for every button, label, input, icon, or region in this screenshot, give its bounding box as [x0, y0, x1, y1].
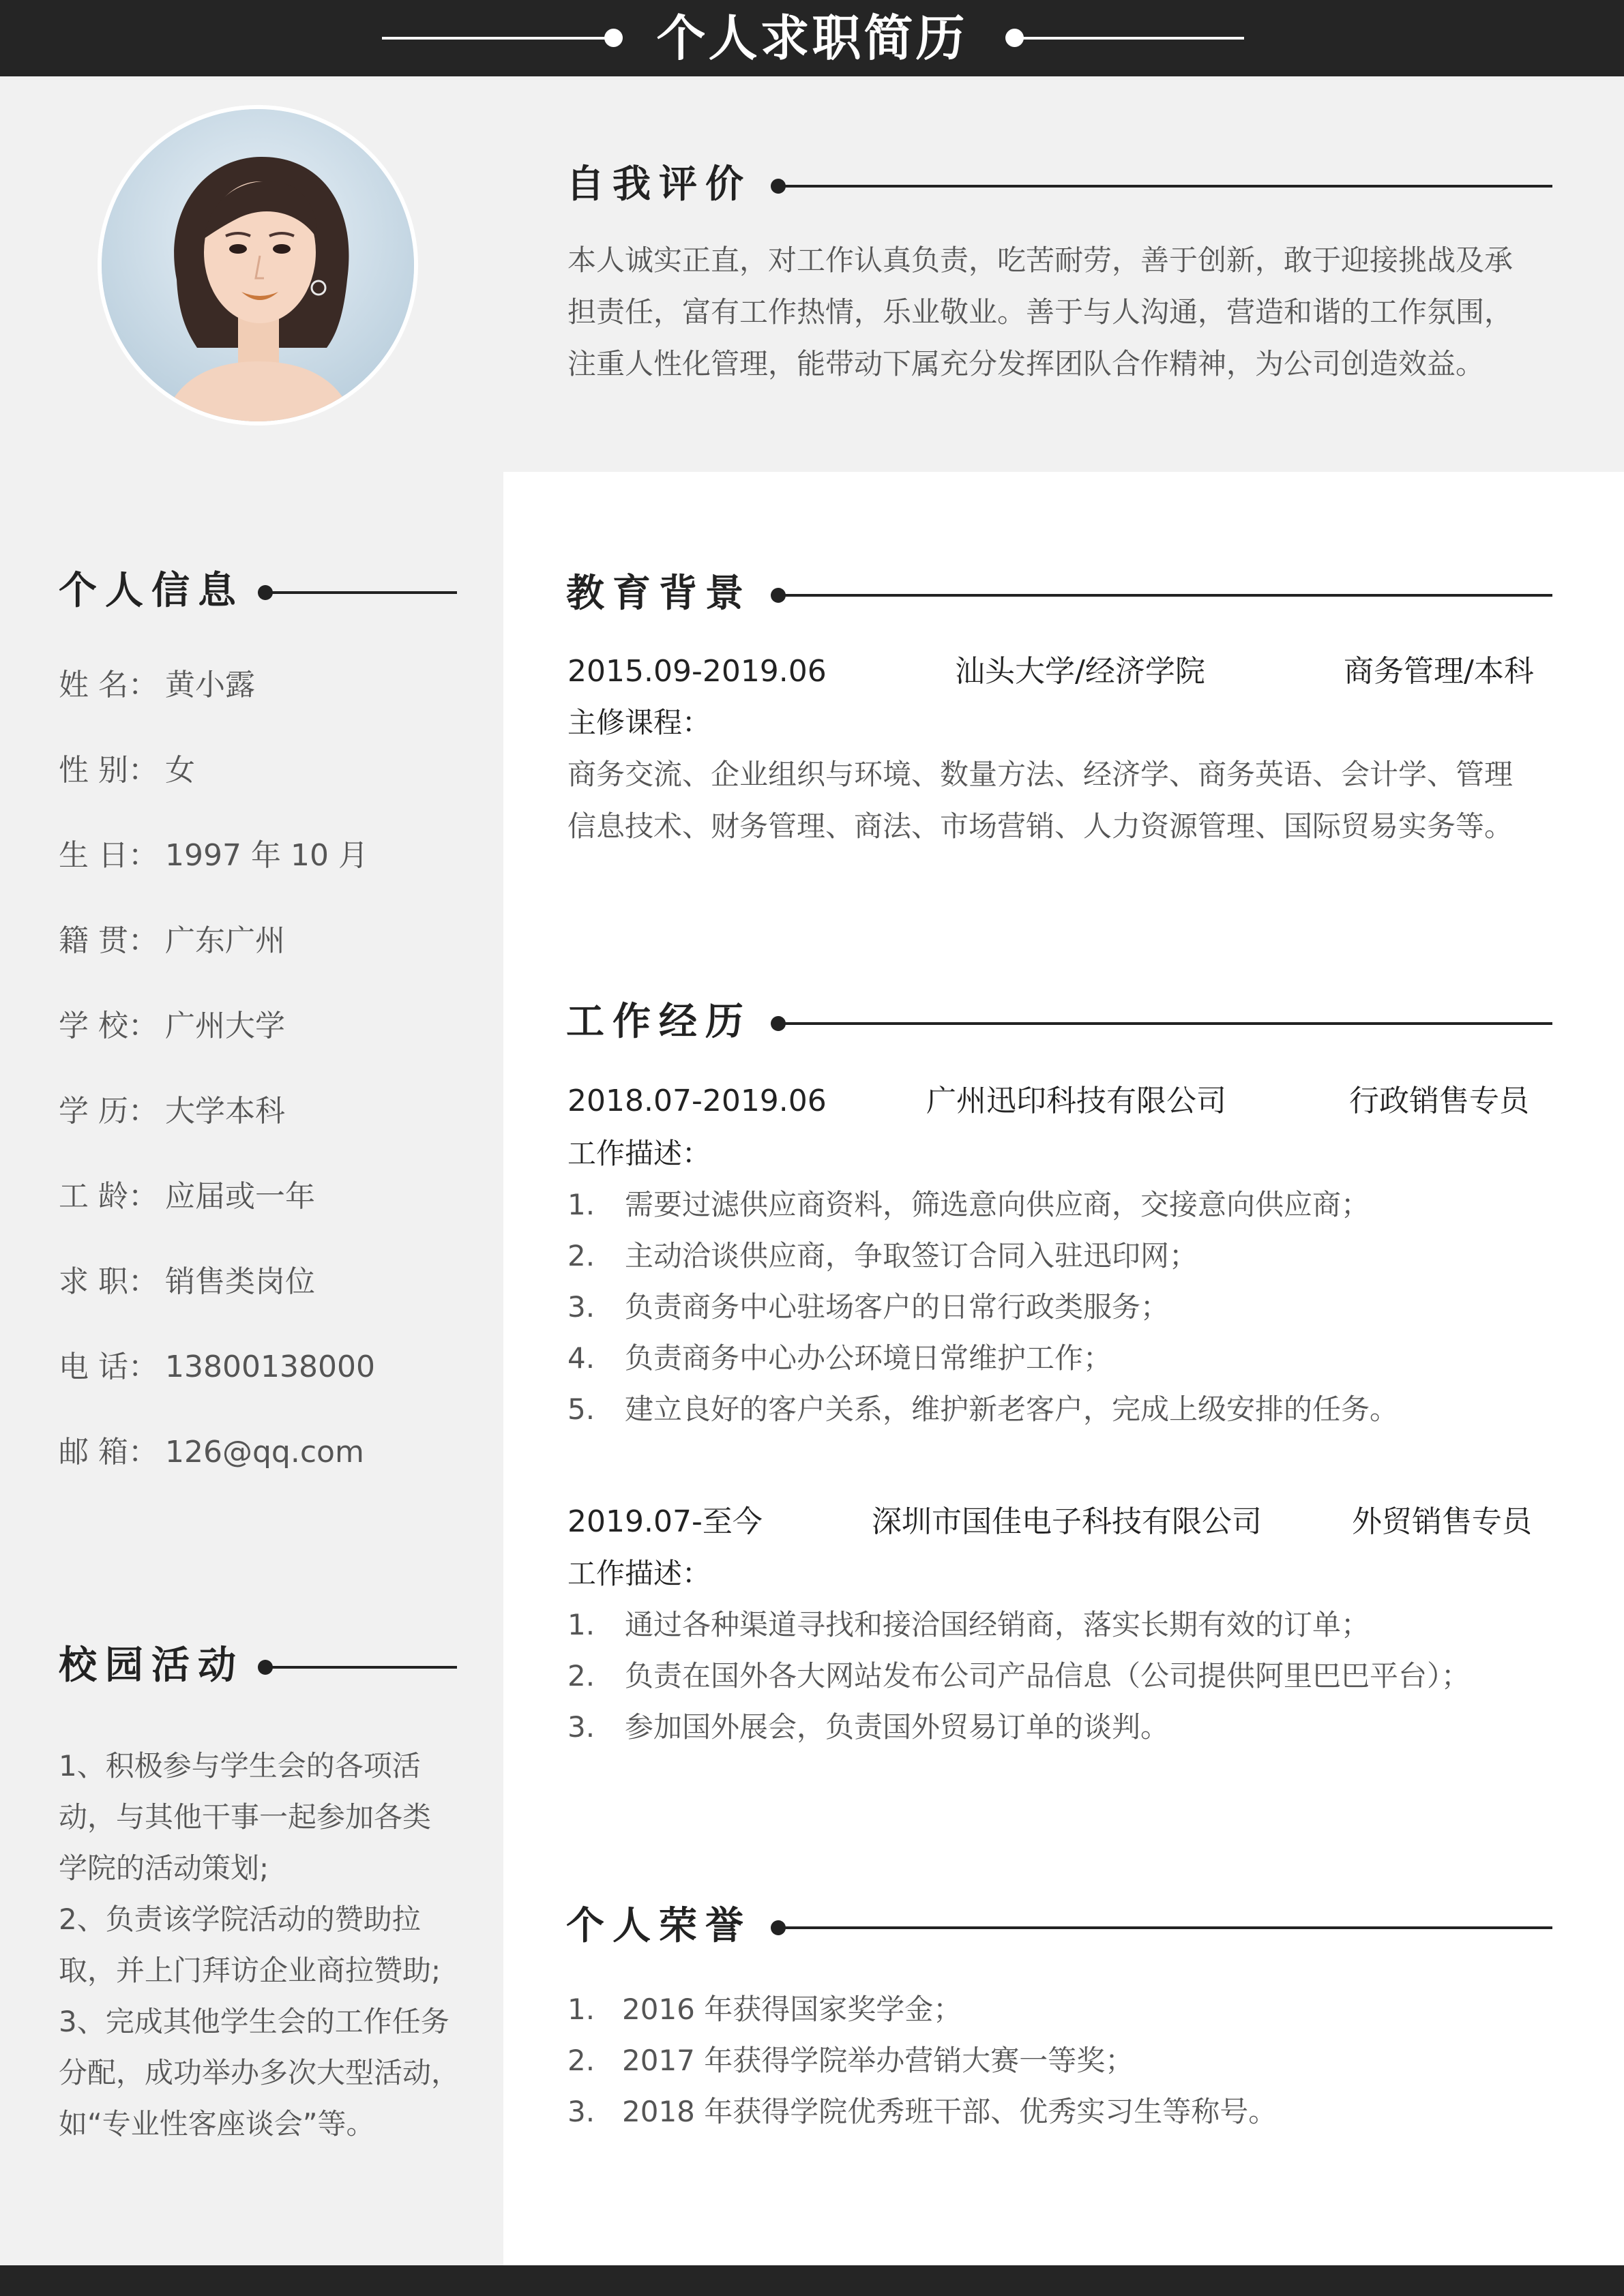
job-2-item-3: 3. 参加国外展会，负责国外贸易订单的谈判。 [567, 1710, 1170, 1744]
footer-bar [0, 2265, 1624, 2296]
campus-activities-line [265, 1666, 457, 1669]
job-2-item-1: 1. 通过各种渠道寻找和接洽国经销商，落实长期有效的订单； [567, 1608, 1370, 1641]
courses-line-1: 商务交流、企业组织与环境、数量方法、经济学、商务英语、会计学、管理 [567, 758, 1514, 791]
job-2-item-2: 2. 负责在国外各大网站发布公司产品信息（公司提供阿里巴巴平台）； [567, 1659, 1471, 1693]
personal-info-title: 个人信息 [59, 569, 244, 613]
education-period: 2015.09-2019.06 [567, 654, 827, 689]
info-email: 邮 箱： 126@qq.com [59, 1435, 364, 1470]
page-title: 个人求职简历 [656, 10, 968, 67]
title-banner [0, 0, 1624, 76]
campus-activities-text [59, 1740, 460, 2149]
campus-activities-title: 校园活动 [59, 1643, 244, 1688]
self-evaluation-line-2: 担责任，富有工作热情，乐业敬业。善于与人沟通，营造和谐的工作氛围， [567, 295, 1514, 329]
self-evaluation-line [778, 185, 1552, 188]
self-evaluation-text [567, 235, 1513, 390]
campus-line-1: 1、积极参与学生会的各项活 [59, 1749, 421, 1783]
job-2-period: 2019.07-至今 [567, 1504, 763, 1539]
info-objective: 求 职： 销售类岗位 [59, 1264, 315, 1299]
job-1-item-5: 5. 建立良好的客户关系，维护新老客户，完成上级安排的任务。 [567, 1392, 1399, 1426]
campus-line-2: 动，与其他干事一起参加各类 [59, 1800, 432, 1834]
info-hometown: 籍 贯： 广东广州 [59, 923, 285, 958]
campus-line-6: 3、完成其他学生会的工作任务 [59, 2005, 449, 2038]
honor-item-1: 1. 2016 年获得国家奖学金； [567, 1993, 962, 2026]
honors-line [778, 1926, 1552, 1929]
job-1-period: 2018.07-2019.06 [567, 1084, 827, 1118]
info-gender: 性 别： 女 [59, 753, 195, 788]
education-courses-label: 主修课程： [567, 706, 711, 739]
portrait-illustration [102, 109, 414, 421]
honor-item-2: 2. 2017 年获得学院举办营销大赛一等奖； [567, 2044, 1134, 2077]
info-degree: 学 历： 大学本科 [59, 1094, 285, 1129]
job-1-company: 广州迅印科技有限公司 [926, 1084, 1226, 1118]
campus-line-7: 分配，成功举办多次大型活动， [59, 2056, 460, 2089]
education-title: 教育背景 [566, 571, 752, 616]
education-courses [567, 749, 1513, 852]
self-evaluation-line-1: 本人诚实正直，对工作认真负责，吃苦耐劳，善于创新，敢于迎接挑战及承 [567, 243, 1514, 277]
job-1-item-2: 2. 主动洽谈供应商，争取签订合同入驻迅印网； [567, 1239, 1198, 1272]
job-2-company: 深圳市国佳电子科技有限公司 [872, 1504, 1262, 1539]
info-school: 学 校： 广州大学 [59, 1009, 285, 1043]
info-phone: 电 话： 13800138000 [59, 1350, 375, 1384]
job-1-desc-label: 工作描述： [567, 1137, 711, 1170]
personal-info-line [265, 591, 457, 594]
job-1-position: 行政销售专员 [1349, 1084, 1529, 1118]
info-experience: 工 龄： 应届或一年 [59, 1179, 315, 1214]
education-line [778, 594, 1552, 597]
campus-line-3: 学院的活动策划; [59, 1851, 269, 1885]
education-school: 汕头大学/经济学院 [955, 654, 1205, 689]
campus-line-4: 2、负责该学院活动的赞助拉 [59, 1903, 421, 1936]
self-evaluation-line-3: 注重人性化管理，能带动下属充分发挥团队合作精神，为公司创造效益。 [567, 347, 1485, 381]
campus-line-8: 如“专业性客座谈会”等。 [59, 2107, 375, 2141]
info-birthday: 生 日： 1997 年 10 月 [59, 838, 368, 873]
job-1-item-4: 4. 负责商务中心办公环境日常维护工作； [567, 1341, 1112, 1375]
job-2-desc-label: 工作描述： [567, 1557, 711, 1590]
campus-line-5: 取，并上门拜访企业商拉赞助; [59, 1954, 441, 1987]
self-evaluation-title: 自我评价 [566, 162, 752, 207]
info-name: 姓 名： 黄小露 [59, 668, 255, 702]
honor-item-3: 3. 2018 年获得学院优秀班干部、优秀实习生等称号。 [567, 2095, 1278, 2128]
education-major: 商务管理/本科 [1344, 654, 1534, 689]
job-2-position: 外贸销售专员 [1352, 1504, 1532, 1539]
job-1-item-1: 1. 需要过滤供应商资料，筛选意向供应商，交接意向供应商； [567, 1188, 1370, 1221]
work-line [778, 1022, 1552, 1025]
honors-title: 个人荣誉 [566, 1904, 752, 1948]
job-1-item-3: 3. 负责商务中心驻场客户的日常行政类服务； [567, 1290, 1170, 1324]
portrait-photo [98, 105, 418, 426]
courses-line-2: 信息技术、财务管理、商法、市场营销、人力资源管理、国际贸易实务等。 [567, 809, 1514, 843]
work-title: 工作经历 [566, 1000, 752, 1044]
